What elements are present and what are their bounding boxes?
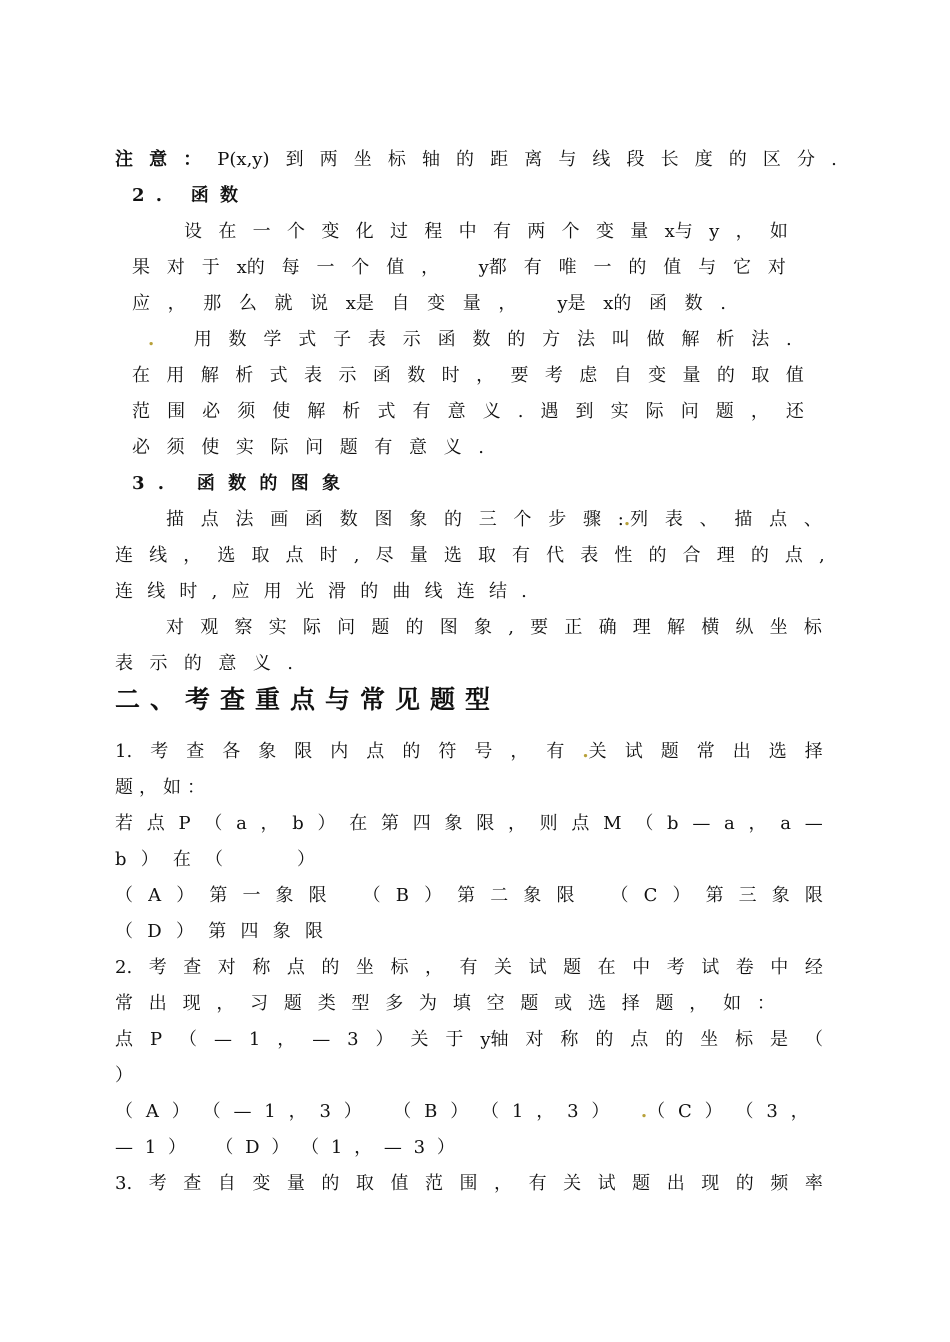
domain-line-3: 必 须 使 实 际 问 题 有 意 义 . (132, 437, 484, 458)
analytic-method-line: . 用 数 学 式 子 表 示 函 数 的 方 法 叫 做 解 析 法 . (148, 329, 792, 350)
q1-line-1: 1. 考 查 各 象 限 内 点 的 符 号 ， 有 .关 试 题 常 出 选 择 (115, 741, 823, 762)
q1-line-2: 题 ， 如 ： (115, 777, 205, 798)
definition-line-3: 应 ， 那 么 就 说 x是 自 变 量 ， y是 x的 函 数 . (132, 293, 726, 314)
domain-line-1: 在 用 解 析 式 表 示 函 数 时 ， 要 考 虑 自 变 量 的 取 值 (132, 365, 804, 386)
q1-options-line-2: （ D ） 第 四 象 限 (115, 921, 323, 942)
q1-question-line-1: 若 点 P （ a ， b ） 在 第 四 象 限 ， 则 点 M （ b — a ， a — (115, 813, 823, 834)
observation-line-2: 表 示 的 意 义 . (115, 653, 293, 674)
q1-options-line-1: （ A ） 第 一 象 限 （ B ） 第 二 象 限 （ C ） 第 三 象 限 (115, 885, 823, 906)
q2-question-line-2: ） (115, 1065, 133, 1086)
definition-line-2: 果 对 于 x的 每 一 个 值 ， y都 有 唯 一 的 值 与 它 对 (132, 257, 786, 278)
q2-line-1: 2. 考 查 对 称 点 的 坐 标 ， 有 关 试 题 在 中 考 试 卷 中 经 (115, 957, 823, 978)
domain-line-2: 范 围 必 须 使 解 析 式 有 意 义 . 遇 到 实 际 问 题 ， 还 (132, 401, 804, 422)
section-heading: 二、考查重点与常见题型 (115, 685, 501, 714)
plotting-line-3: 连 线 时 , 应 用 光 滑 的 曲 线 连 结 . (115, 581, 527, 602)
q2-options-line-1: （ A ） （ — 1 ， 3 ） （ B ） （ 1 ， 3 ） .（ C ） （ 3 ， (115, 1101, 809, 1122)
note-line: 注 意 ： P(x,y) 到 两 坐 标 轴 的 距 离 与 线 段 长 度 的 区 分 . (115, 149, 837, 170)
q2-options-line-2: — 1 ） （ D ） （ 1 ， — 3 ） (115, 1137, 455, 1158)
q2-line-2: 常 出 现 ， 习 题 类 型 多 为 填 空 题 或 选 择 题 ， 如 ： (115, 993, 775, 1014)
section-title-function: 2 . 函 数 (132, 185, 238, 206)
q2-question-line-1: 点 P （ — 1 ， — 3 ） 关 于 y轴 对 称 的 点 的 坐 标 是 （ (115, 1029, 823, 1050)
q1-question-line-2: b ） 在 （ ） (115, 849, 315, 870)
plotting-line-2: 连 线 ， 选 取 点 时 , 尽 量 选 取 有 代 表 性 的 合 理 的 点 , (115, 545, 825, 566)
section-title-graph: 3 . 函 数 的 图 象 (132, 473, 340, 494)
observation-line-1: 对 观 察 实 际 问 题 的 图 象 , 要 正 确 理 解 横 纵 坐 标 (166, 617, 822, 638)
definition-line-1: 设 在 一 个 变 化 过 程 中 有 两 个 变 量 x与 y ， 如 (184, 221, 788, 242)
plotting-line-1: 描 点 法 画 函 数 图 象 的 三 个 步 骤 :.列 表 、 描 点 、 (166, 509, 822, 530)
q3-line-1: 3. 考 查 自 变 量 的 取 值 范 围 ， 有 关 试 题 出 现 的 频 率 (115, 1173, 823, 1194)
